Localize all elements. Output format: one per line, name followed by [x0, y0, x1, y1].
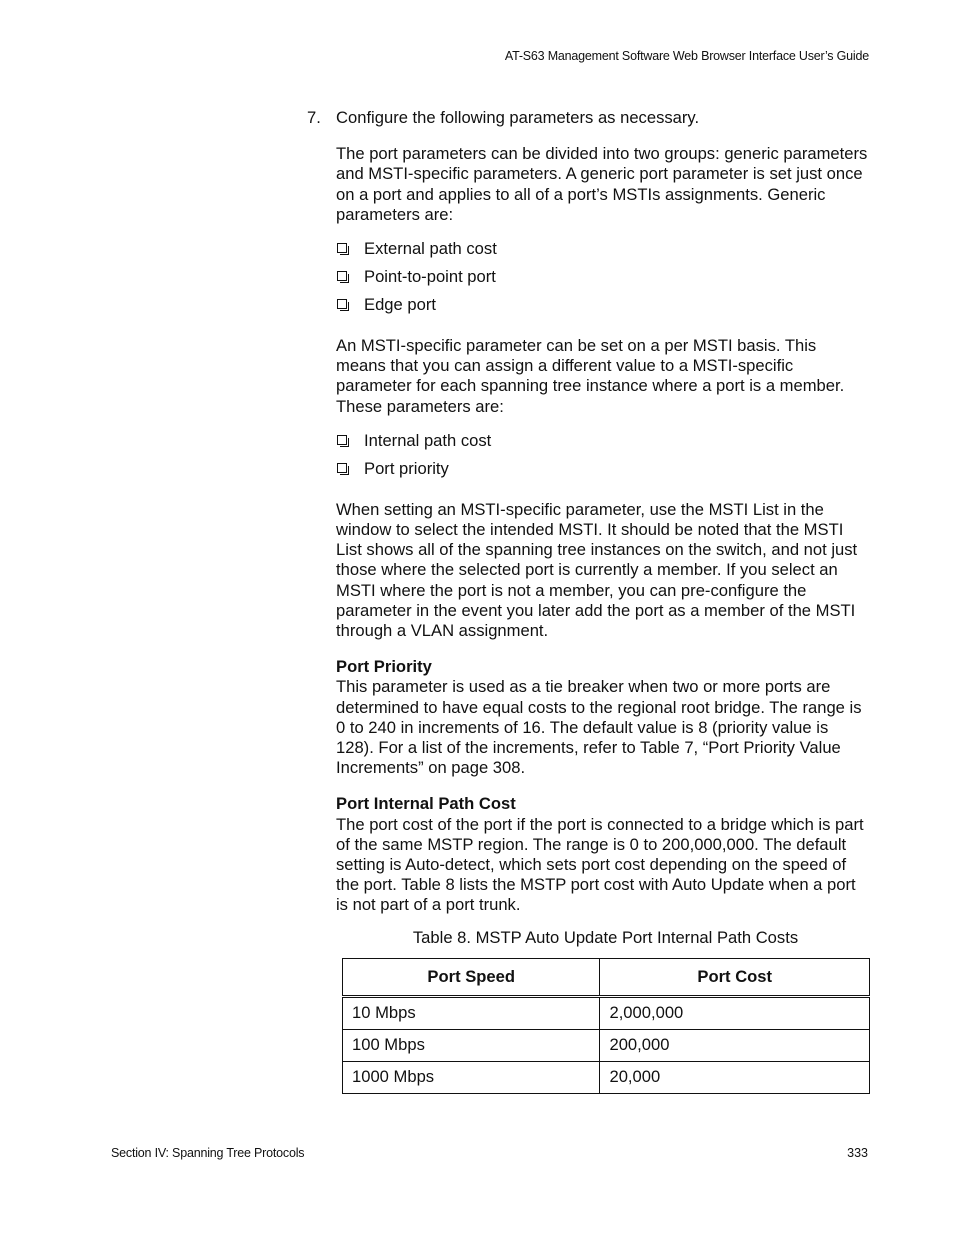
cell-port-speed: 10 Mbps	[343, 996, 600, 1029]
port-priority-text: This parameter is used as a tie breaker when two or more ports are determined to have equal costs to the regional root bridge. The range is 0 to 240 in increments of 16. The default value is 8 (priority value is 128). For a list of the increments, refer to Table 7, “Port Priority Value Increments” on page 308.	[336, 677, 862, 778]
internal-path-cost-text: The port cost of the port if the port is connected to a bridge which is part of the same MSTP region. The range is 0 to 200,000,000. The default setting is Auto-detect, which sets port cost depending on the speed of the port. Table 8 lists the MSTP port cost with Auto Update when a port is not part of a port trunk.	[336, 814, 864, 915]
table-row	[343, 996, 870, 1029]
port-priority-heading: Port Priority	[336, 657, 432, 677]
checkbox-bullet-icon	[337, 271, 347, 281]
running-header: AT-S63 Management Software Web Browser Interface User’s Guide	[504, 49, 869, 63]
table-row	[343, 1061, 870, 1093]
step-text: Configure the following parameters as necessary.	[336, 108, 700, 127]
page-number: 333	[847, 1146, 868, 1160]
list-item	[336, 267, 870, 295]
generic-params-list	[336, 239, 870, 323]
list-item-label: Edge port	[364, 295, 436, 315]
column-header-port-cost: Port Cost	[600, 958, 870, 996]
cell-port-cost: 20,000	[600, 1061, 870, 1093]
msti-note-paragraph: When setting an MSTI-specific parameter, use the MSTI List in the window to select the intended MSTI. It should be noted that the MSTI List shows all of the spanning tree instances on the switch, and not just those where the selected port is currently a member. If you select an MSTI where the port is not a member, you can pre-configure the parameter in the event you later add the port as a member of the MSTI through a VLAN assignment.	[336, 499, 858, 641]
internal-path-cost-heading: Port Internal Path Cost	[336, 794, 516, 814]
table-header-row	[343, 958, 870, 996]
msti-intro-paragraph: An MSTI-specific parameter can be set on a per MSTI basis. This means that you can assign a different value to a MSTI-specific parameter for each spanning tree instance where a port is a member. These parameters are:	[336, 336, 845, 416]
cell-port-speed: 1000 Mbps	[343, 1061, 600, 1093]
list-item-label: Point-to-point port	[364, 267, 496, 287]
list-item-label: Internal path cost	[364, 430, 492, 450]
checkbox-bullet-icon	[337, 463, 347, 473]
table-row	[343, 1029, 870, 1061]
cell-port-cost: 200,000	[600, 1029, 870, 1061]
footer-section-title: Section IV: Spanning Tree Protocols	[111, 1146, 305, 1160]
list-item-label: External path cost	[364, 239, 497, 259]
page-content	[307, 108, 870, 1094]
table-caption: Table 8. MSTP Auto Update Port Internal Path Costs	[412, 927, 799, 947]
column-header-port-speed: Port Speed	[343, 958, 600, 996]
port-cost-table	[342, 958, 870, 1094]
step-7	[307, 108, 870, 128]
list-item	[336, 239, 870, 267]
checkbox-bullet-icon	[337, 435, 347, 445]
cell-port-cost: 2,000,000	[600, 996, 870, 1029]
msti-params-list	[336, 431, 870, 487]
checkbox-bullet-icon	[337, 299, 347, 309]
list-item	[336, 459, 870, 487]
port-priority-section	[336, 657, 870, 778]
checkbox-bullet-icon	[337, 243, 347, 253]
list-item	[336, 295, 870, 323]
list-item	[336, 431, 870, 459]
list-item-label: Port priority	[364, 458, 449, 478]
step-number: 7.	[307, 108, 321, 127]
cell-port-speed: 100 Mbps	[343, 1029, 600, 1061]
generic-intro-paragraph: The port parameters can be divided into two groups: generic parameters and MSTI-specific parameters. A generic port parameter is set just once on a port and applies to all of a port’s MSTIs assignments. Generic parameters are:	[336, 144, 868, 224]
internal-path-cost-section	[336, 794, 870, 915]
